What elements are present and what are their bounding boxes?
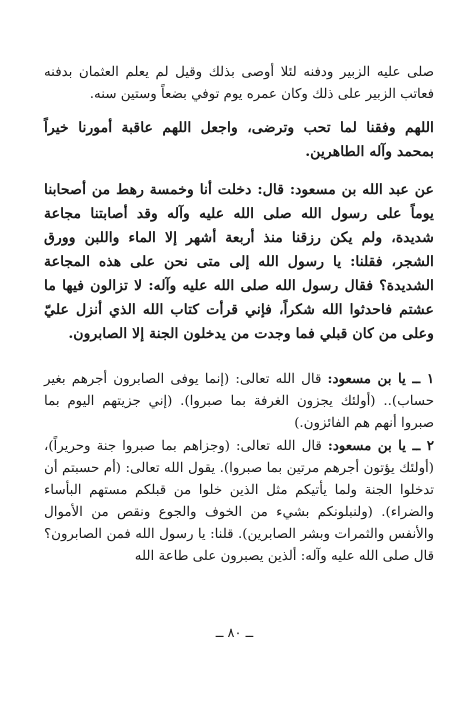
item-1-lead: ١ ــ يا بن مسعود:: [327, 371, 435, 387]
item-2-text: قال الله تعالى: (وجزاهم بما صبروا جنة وحريراً)، (أولئك يؤتون أجرهم مرتين بما صبروا). يقول الله تعالى: (أم حسبتم أن تدخلوا الجنة ولما يأتيكم مثل الذين خلوا من قبلكم مستهم البأساء والضراء). (ولنبلونكم بشيء من الخوف والجوع ونقص من الأموال والأنفس والثمرات وبشر الصابرين). قلنا: يا رسول الله فمن الصابرون؟ قال صلى الله عليه وآله: ألذين يصبرون على طاعة الله: [44, 439, 434, 564]
paragraph-dua: [44, 116, 434, 164]
paragraph-hadith-text: عن عبد الله بن مسعود: قال: دخلت أنا وخمسة رهط من أصحابنا يوماً على رسول الله صلى الله عليه وآله وقد أصابتنا مجاعة شديدة، ولم يكن رزقنا منذ أربعة أشهر إلا الماء واللبن وورق الشجر، فقلنا: يا رسول الله إلى متى نحن على هذه المجاعة الشديدة؟ فقال رسول الله صلى الله عليه وآله: لا تزالون فيها ما عشتم فاحدثوا الله شكراً، فإني قرأت كتاب الله الذي أنزل عليّ وعلى من كان قبلي فما وجدت من يدخلون الجنة إلا الصابرون.: [44, 182, 434, 342]
paragraph-dua-text: اللهم وفقنا لما تحب وترضى، واجعل اللهم عاقبة أمورنا خيراً بمحمد وآله الطاهرين.: [44, 120, 434, 160]
paragraph-item-1: [44, 368, 434, 435]
paragraph-intro: [44, 62, 434, 106]
paragraph-hadith: [44, 178, 434, 346]
page-number: ــ ٨٠ ــ: [215, 626, 254, 641]
page-body: [44, 62, 434, 568]
item-1-text: قال الله تعالى: (إنما يوفى الصابرون أجرهم بغير حساب).. (أولئك يجزون الغرفة بما صبروا). (إني جزيتهم اليوم بما صبروا أنهم هم الفائزون.): [44, 372, 434, 431]
item-2-lead: ٢ ــ يا بن مسعود:: [327, 438, 434, 454]
paragraph-intro-text: صلى عليه الزبير ودفنه لئلا أوصى بذلك وقيل لم يعلم العثمان بدفنه فعاتب الزبير على ذلك وكان عمره يوم توفي بضعاً وستين سنه.: [44, 65, 434, 102]
paragraph-item-2: [44, 435, 434, 568]
